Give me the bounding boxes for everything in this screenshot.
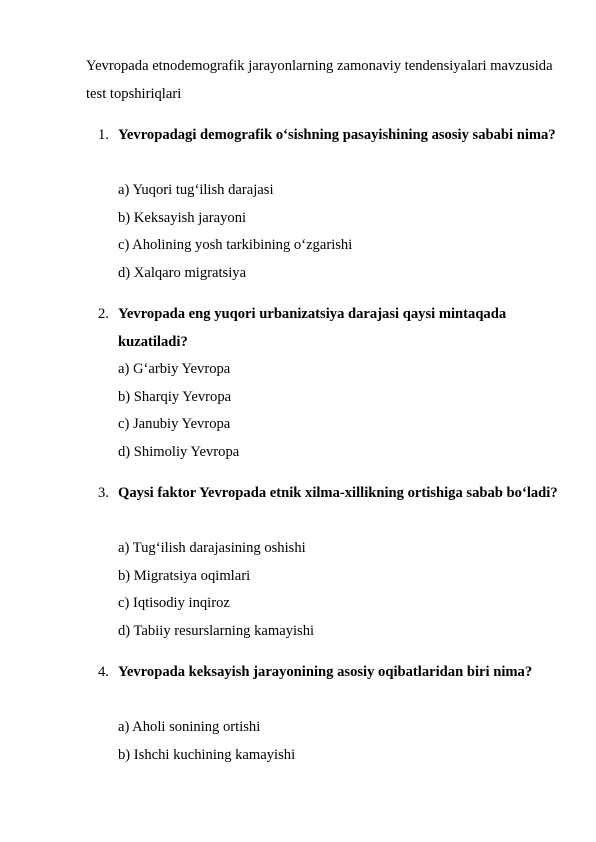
answer-options xyxy=(118,177,352,287)
answer-option-a: a) Tug‘ilish darajasining oshishi xyxy=(118,540,306,556)
question-text: Yevropada keksayish jarayonining asosiy oqibatlaridan biri nima? xyxy=(118,664,533,680)
answer-option-d: d) Xalqaro migratsiya xyxy=(118,264,247,281)
answer-option-b: b) Migratsiya oqimlari xyxy=(118,567,251,584)
answer-options xyxy=(118,714,295,769)
answer-option-b: b) Sharqiy Yevropa xyxy=(118,388,232,405)
question-number: 3. xyxy=(98,485,109,501)
answer-option-b: b) Keksayish jarayoni xyxy=(118,209,247,226)
answer-option-c: c) Iqtisodiy inqiroz xyxy=(118,595,230,611)
answer-option-d: d) Shimoliy Yevropa xyxy=(118,443,240,460)
question-number: 1. xyxy=(98,127,109,143)
question-number: 2. xyxy=(98,306,109,322)
answer-option-a: a) G‘arbiy Yevropa xyxy=(118,361,231,377)
question-text: Qaysi faktor Yevropada etnik xilma-xillikning ortishiga sabab bo‘ladi? xyxy=(118,485,558,501)
question-text: Yevropada eng yuqori urbanizatsiya darajasi qaysi mintaqada kuzatiladi? xyxy=(118,306,507,350)
answer-options xyxy=(118,356,239,466)
answer-option-c: c) Janubiy Yevropa xyxy=(118,416,231,432)
answer-option-c: c) Aholining yosh tarkibining o‘zgarishi xyxy=(118,237,353,253)
answer-options xyxy=(118,535,314,645)
answer-option-a: a) Aholi sonining ortishi xyxy=(118,719,261,735)
question-number: 4. xyxy=(98,664,109,680)
document-title: Yevropada etnodemografik jarayonlarning zamonaviy tendensiyalari mavzusida test topshiriqlari xyxy=(86,58,553,102)
question-text: Yevropadagi demografik o‘sishning pasayishining asosiy sababi nima? xyxy=(118,127,556,143)
answer-option-d: d) Tabiiy resurslarning kamayishi xyxy=(118,622,315,639)
answer-option-a: a) Yuqori tug‘ilish darajasi xyxy=(118,182,274,198)
answer-option-b: b) Ishchi kuchining kamayishi xyxy=(118,746,296,763)
